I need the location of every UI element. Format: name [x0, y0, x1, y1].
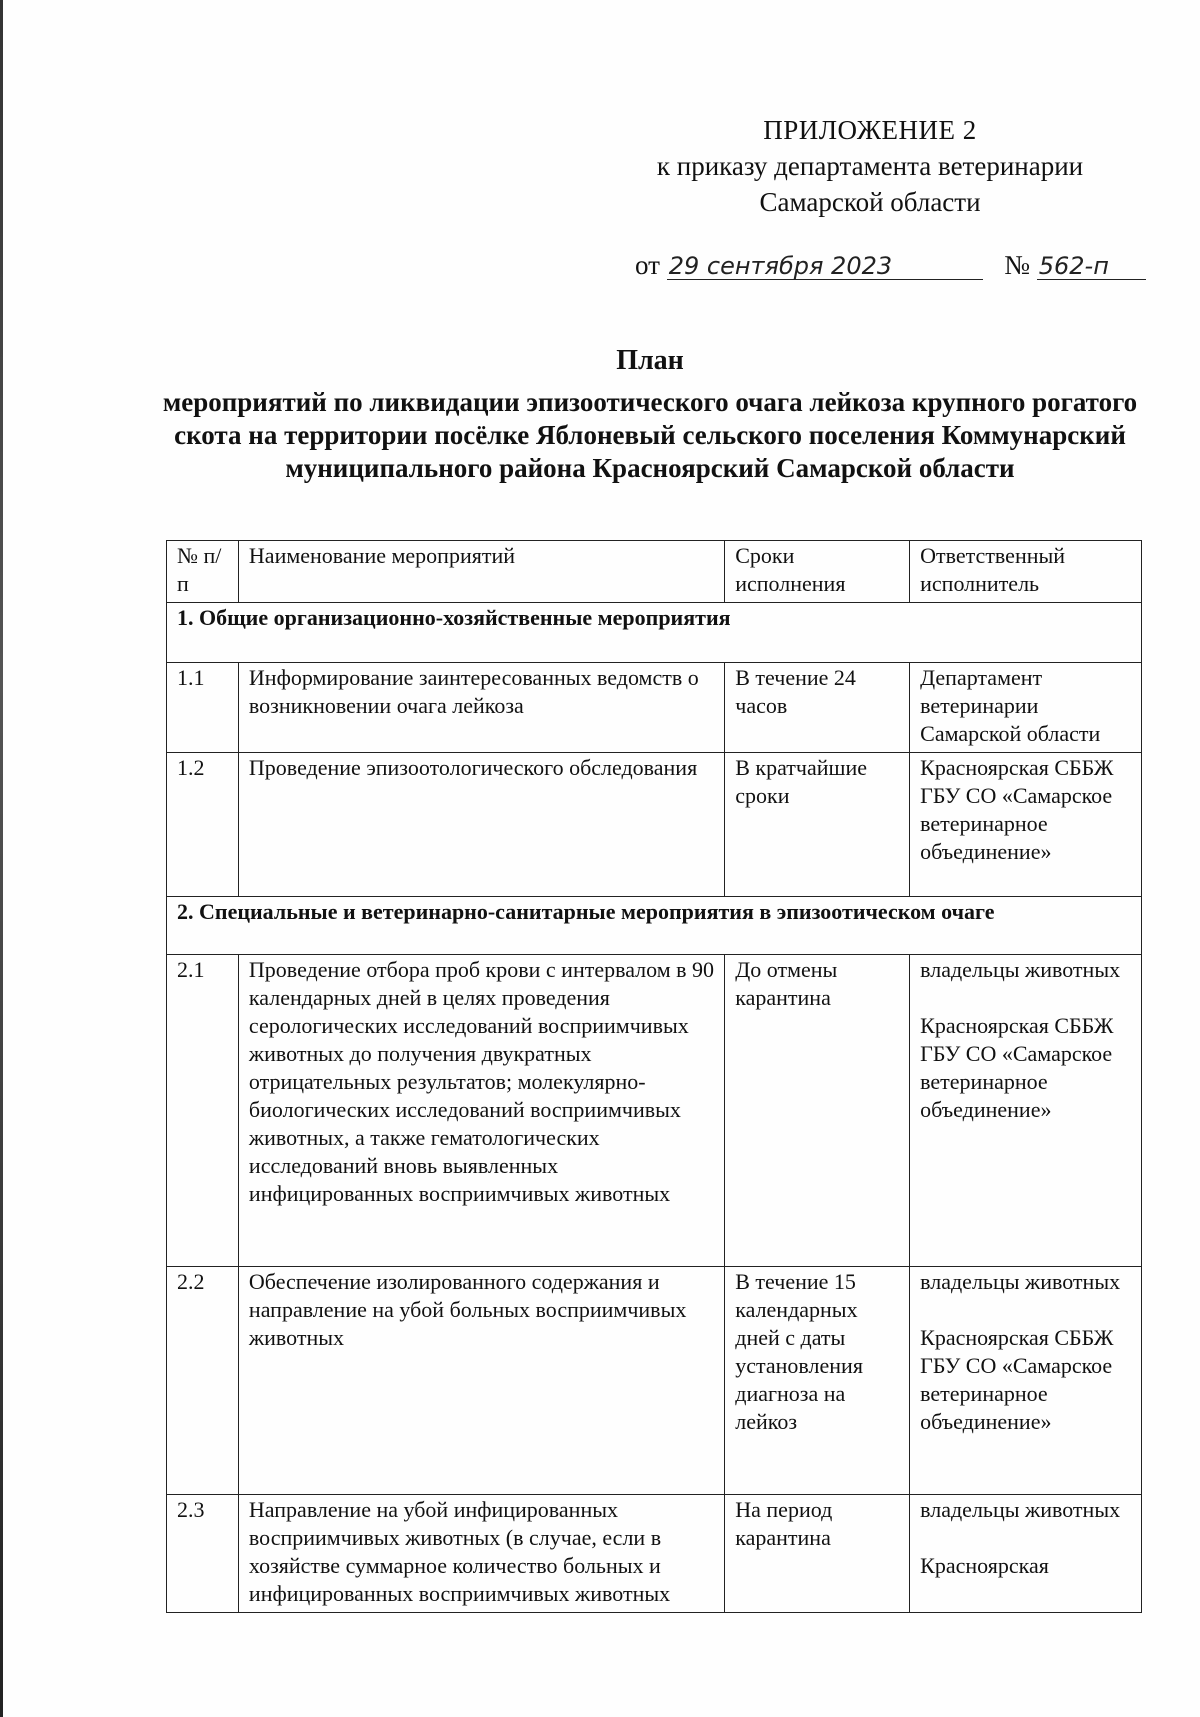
table-row: [167, 753, 1142, 897]
plan-title: План: [616, 345, 684, 376]
section-row-1: [167, 603, 1142, 663]
resp-item: Красноярская: [920, 1553, 1049, 1578]
resp-item: Департамент ветеринарии Самарской области: [920, 665, 1101, 746]
resp-item: Красноярская СББЖ ГБУ СО «Самарское ветеринарное объединение»: [920, 1013, 1114, 1122]
scan-left-edge: [0, 0, 3, 1717]
row-term: В течение 15 календарных дней с даты установления диагноза на лейкоз: [725, 1267, 910, 1495]
row-term: До отмены карантина: [725, 955, 910, 1267]
header-num: № п/п: [167, 541, 239, 603]
row-num: 1.2: [167, 753, 239, 897]
section-title-2: 2. Специальные и ветеринарно-санитарные мероприятия в эпизоотическом очаге: [167, 897, 1142, 955]
table-row: [167, 1267, 1142, 1495]
row-resp: [910, 955, 1142, 1267]
row-name: Информирование заинтересованных ведомств о возникновении очага лейкоза: [238, 663, 724, 753]
row-resp: [910, 1267, 1142, 1495]
row-term: На период карантина: [725, 1495, 910, 1613]
appendix-header: [600, 112, 1140, 220]
row-resp: [910, 663, 1142, 753]
handwritten-date: 29 сентября 2023: [667, 253, 983, 280]
resp-item: Красноярская СББЖ ГБУ СО «Самарское ветеринарное объединение»: [920, 755, 1114, 864]
measures-table: [166, 540, 1142, 1613]
table-row: [167, 955, 1142, 1267]
order-date-number: [635, 250, 1146, 281]
number-prefix: №: [1004, 250, 1030, 280]
section-row-2: [167, 897, 1142, 955]
row-name: Проведение отбора проб крови с интервалом в 90 календарных дней в целях проведения серологических исследований восприимчивых животных до получения двукратных отрицательных результатов; молекулярно-биологических исследований восприимчивых животных, а также гематологических исследований вновь выявленных инфицированных восприимчивых животных: [238, 955, 724, 1267]
row-resp: [910, 1495, 1142, 1613]
row-term: В кратчайшие сроки: [725, 753, 910, 897]
row-num: 1.1: [167, 663, 239, 753]
row-name: Проведение эпизоотологического обследования: [238, 753, 724, 897]
row-num: 2.1: [167, 955, 239, 1267]
plan-subtitle: мероприятий по ликвидации эпизоотического очага лейкоза крупного рогатого скота на территории посёлке Яблоневый сельского поселения Коммунарский муниципального района Красноярский Самарской области: [162, 387, 1138, 483]
row-resp: [910, 753, 1142, 897]
appendix-title: ПРИЛОЖЕНИЕ 2: [763, 115, 977, 145]
row-term: В течение 24 часов: [725, 663, 910, 753]
row-num: 2.3: [167, 1495, 239, 1613]
table-row: [167, 663, 1142, 753]
table-row: [167, 1495, 1142, 1613]
row-name: Обеспечение изолированного содержания и направление на убой больных восприимчивых животных: [238, 1267, 724, 1495]
appendix-line-1: к приказу департамента ветеринарии: [656, 151, 1084, 181]
appendix-line-2: Самарской области: [759, 187, 981, 217]
resp-item: Красноярская СББЖ ГБУ СО «Самарское ветеринарное объединение»: [920, 1325, 1114, 1434]
handwritten-number: 562-п: [1037, 253, 1146, 280]
row-name: Направление на убой инфицированных восприимчивых животных (в случае, если в хозяйстве суммарное количество больных и инфицированных восприимчивых животных: [238, 1495, 724, 1613]
header-name: Наименование мероприятий: [238, 541, 724, 603]
section-title-1: 1. Общие организационно-хозяйственные мероприятия: [167, 603, 1142, 663]
row-num: 2.2: [167, 1267, 239, 1495]
header-term: Сроки исполнения: [725, 541, 910, 603]
header-resp: Ответственный исполнитель: [910, 541, 1142, 603]
resp-item: владельцы животных: [920, 1269, 1121, 1294]
date-prefix: от: [635, 250, 660, 280]
resp-item: владельцы животных: [920, 957, 1121, 982]
plan-heading: [160, 344, 1140, 485]
resp-item: владельцы животных: [920, 1497, 1121, 1522]
table-header-row: [167, 541, 1142, 603]
